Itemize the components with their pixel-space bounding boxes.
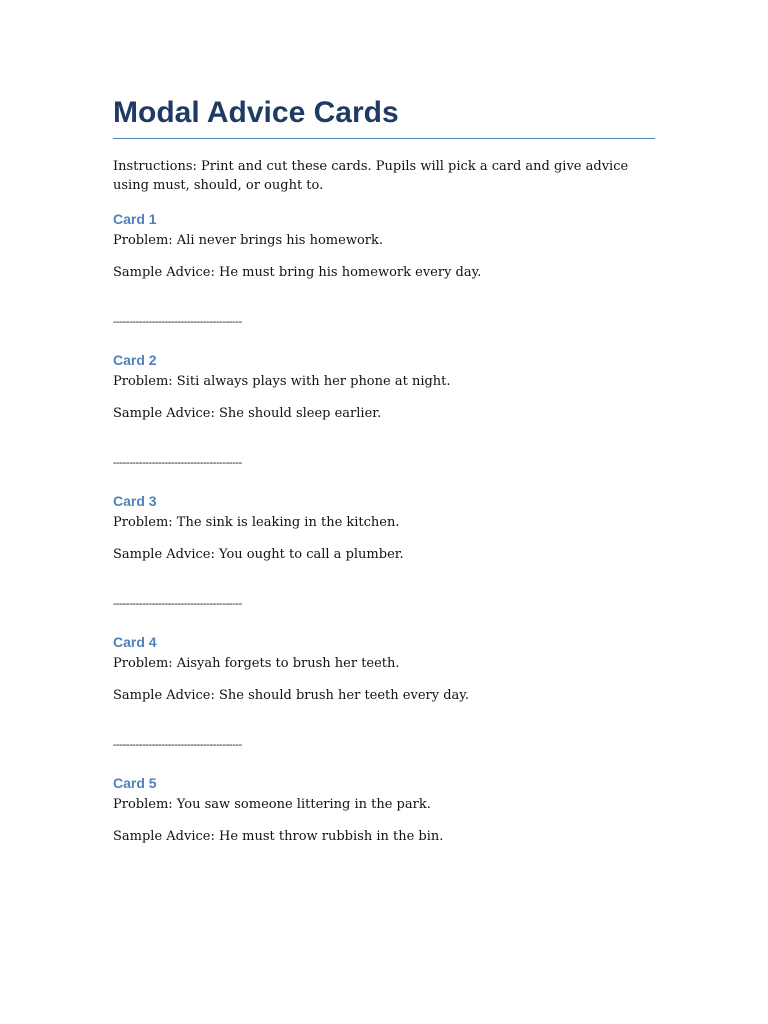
instructions-paragraph: Instructions: Print and cut these cards. Pupils will pick a card and give advice using must, should, or ought to. bbox=[113, 159, 629, 193]
card-advice: Sample Advice: She should brush her teeth every day. bbox=[113, 688, 470, 703]
cut-line-separator: ---------------------------------------- bbox=[113, 597, 242, 610]
document-title: Modal Advice Cards bbox=[113, 94, 655, 139]
card-heading: Card 3 bbox=[113, 493, 157, 509]
cut-line-separator: ---------------------------------------- bbox=[113, 456, 242, 469]
card-problem: Problem: Siti always plays with her phone at night. bbox=[113, 374, 451, 389]
card-advice: Sample Advice: He must throw rubbish in the bin. bbox=[113, 829, 444, 844]
card-heading: Card 1 bbox=[113, 211, 157, 227]
card-advice: Sample Advice: She should sleep earlier. bbox=[113, 406, 382, 421]
card-problem: Problem: You saw someone littering in the park. bbox=[113, 797, 431, 812]
card-2 bbox=[113, 351, 655, 470]
card-heading: Card 4 bbox=[113, 634, 157, 650]
document-page bbox=[113, 94, 655, 846]
card-problem: Problem: Ali never brings his homework. bbox=[113, 233, 384, 248]
card-3 bbox=[113, 492, 655, 611]
card-4 bbox=[113, 633, 655, 752]
card-problem: Problem: Aisyah forgets to brush her teeth. bbox=[113, 656, 400, 671]
card-advice: Sample Advice: He must bring his homework every day. bbox=[113, 265, 482, 280]
card-heading: Card 2 bbox=[113, 352, 157, 368]
card-5 bbox=[113, 774, 655, 846]
card-advice: Sample Advice: You ought to call a plumber. bbox=[113, 547, 404, 562]
cut-line-separator: ---------------------------------------- bbox=[113, 315, 242, 328]
card-problem: Problem: The sink is leaking in the kitchen. bbox=[113, 515, 400, 530]
cut-line-separator: ---------------------------------------- bbox=[113, 738, 242, 751]
card-heading: Card 5 bbox=[113, 775, 157, 791]
card-1 bbox=[113, 210, 655, 329]
